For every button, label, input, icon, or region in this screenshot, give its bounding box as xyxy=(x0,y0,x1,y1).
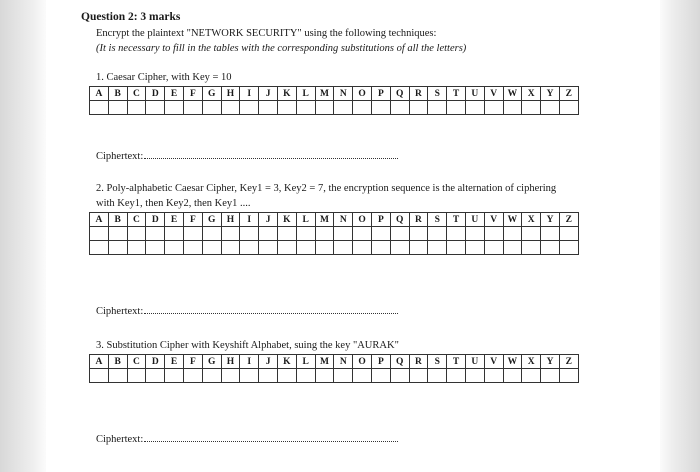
substitution-cell[interactable] xyxy=(465,227,484,241)
substitution-cell[interactable] xyxy=(165,101,184,115)
substitution-cell[interactable] xyxy=(221,101,240,115)
substitution-cell[interactable] xyxy=(541,241,560,255)
substitution-cell[interactable] xyxy=(127,227,146,241)
letter-cell: H xyxy=(221,213,240,227)
ciphertext-label: Ciphertext: xyxy=(96,434,144,445)
substitution-cell[interactable] xyxy=(428,241,447,255)
letter-cell: V xyxy=(484,87,503,101)
substitution-cell[interactable] xyxy=(146,241,165,255)
substitution-cell[interactable] xyxy=(390,241,409,255)
letter-cell: O xyxy=(353,87,372,101)
letter-cell: R xyxy=(409,213,428,227)
substitution-cell[interactable] xyxy=(240,369,259,383)
answer-row[interactable] xyxy=(90,101,579,115)
substitution-cell[interactable] xyxy=(277,369,296,383)
substitution-cell[interactable] xyxy=(503,227,522,241)
ciphertext-blank[interactable] xyxy=(144,157,398,159)
letter-cell: Z xyxy=(559,213,578,227)
substitution-cell[interactable] xyxy=(334,227,353,241)
letter-cell: B xyxy=(108,355,127,369)
letter-cell: E xyxy=(165,87,184,101)
substitution-cell[interactable] xyxy=(277,227,296,241)
substitution-cell[interactable] xyxy=(202,101,221,115)
substitution-cell[interactable] xyxy=(409,369,428,383)
substitution-cell[interactable] xyxy=(503,101,522,115)
letter-cell: U xyxy=(465,355,484,369)
substitution-cell[interactable] xyxy=(183,241,202,255)
substitution-cell[interactable] xyxy=(108,241,127,255)
letter-cell: Y xyxy=(541,213,560,227)
letter-cell: O xyxy=(353,213,372,227)
substitution-cell[interactable] xyxy=(90,101,109,115)
letter-cell: U xyxy=(465,87,484,101)
ciphertext-blank[interactable] xyxy=(144,312,398,314)
letter-cell: E xyxy=(165,213,184,227)
substitution-cell[interactable] xyxy=(221,227,240,241)
substitution-cell[interactable] xyxy=(484,369,503,383)
letter-cell: P xyxy=(371,213,390,227)
answer-row[interactable] xyxy=(90,227,579,241)
substitution-cell[interactable] xyxy=(409,101,428,115)
letter-cell: D xyxy=(146,355,165,369)
substitution-cell[interactable] xyxy=(428,227,447,241)
substitution-cell[interactable] xyxy=(334,101,353,115)
letter-cell: T xyxy=(447,355,466,369)
document-page xyxy=(46,0,660,472)
substitution-cell[interactable] xyxy=(277,241,296,255)
letter-cell: W xyxy=(503,87,522,101)
letter-cell: T xyxy=(447,213,466,227)
section-2-heading-line1: 2. Poly-alphabetic Caesar Cipher, Key1 = 3, Key2 = 7, the encryption sequence is the alternation of ciphering xyxy=(96,183,557,194)
letter-cell: W xyxy=(503,213,522,227)
letter-cell: Q xyxy=(390,355,409,369)
question-instruction: Encrypt the plaintext "NETWORK SECURITY" using the following techniques: xyxy=(96,28,437,39)
substitution-cell[interactable] xyxy=(371,369,390,383)
letter-cell: M xyxy=(315,355,334,369)
substitution-cell[interactable] xyxy=(315,227,334,241)
letter-cell: X xyxy=(522,213,541,227)
letter-cell: D xyxy=(146,87,165,101)
substitution-cell[interactable] xyxy=(334,369,353,383)
letter-cell: P xyxy=(371,87,390,101)
letter-cell: Z xyxy=(559,355,578,369)
section-2-heading-line2: with Key1, then Key2, then Key1 .... xyxy=(96,198,251,209)
substitution-cell[interactable] xyxy=(353,241,372,255)
substitution-cell[interactable] xyxy=(522,241,541,255)
letter-cell: K xyxy=(277,87,296,101)
substitution-cell[interactable] xyxy=(522,227,541,241)
letter-cell: I xyxy=(240,213,259,227)
letter-cell: H xyxy=(221,355,240,369)
substitution-cell[interactable] xyxy=(315,101,334,115)
substitution-cell[interactable] xyxy=(409,241,428,255)
letter-cell: L xyxy=(296,355,315,369)
substitution-cell[interactable] xyxy=(240,101,259,115)
substitution-cell[interactable] xyxy=(447,241,466,255)
substitution-cell[interactable] xyxy=(146,101,165,115)
letter-cell: A xyxy=(90,87,109,101)
poly-alphabetic-table xyxy=(89,212,579,255)
substitution-cell[interactable] xyxy=(559,369,578,383)
letter-cell: S xyxy=(428,213,447,227)
substitution-cell[interactable] xyxy=(259,227,278,241)
substitution-cell[interactable] xyxy=(503,241,522,255)
substitution-table xyxy=(89,354,579,383)
substitution-cell[interactable] xyxy=(541,369,560,383)
substitution-cell[interactable] xyxy=(503,369,522,383)
letter-cell: F xyxy=(183,213,202,227)
letter-cell: L xyxy=(296,87,315,101)
letter-cell: B xyxy=(108,87,127,101)
letter-cell: A xyxy=(90,213,109,227)
substitution-cell[interactable] xyxy=(541,227,560,241)
substitution-cell[interactable] xyxy=(371,227,390,241)
letter-cell: N xyxy=(334,355,353,369)
ciphertext-blank[interactable] xyxy=(144,440,398,442)
substitution-cell[interactable] xyxy=(559,101,578,115)
letter-cell: B xyxy=(108,213,127,227)
letter-cell: F xyxy=(183,87,202,101)
substitution-cell[interactable] xyxy=(146,369,165,383)
substitution-cell[interactable] xyxy=(465,369,484,383)
substitution-cell[interactable] xyxy=(484,227,503,241)
substitution-cell[interactable] xyxy=(390,369,409,383)
substitution-cell[interactable] xyxy=(240,227,259,241)
right-page-shadow xyxy=(660,0,700,472)
substitution-cell[interactable] xyxy=(108,369,127,383)
letter-cell: G xyxy=(202,355,221,369)
substitution-cell[interactable] xyxy=(221,241,240,255)
letter-cell: P xyxy=(371,355,390,369)
letter-cell: J xyxy=(259,87,278,101)
letter-cell: C xyxy=(127,213,146,227)
substitution-cell[interactable] xyxy=(259,101,278,115)
substitution-cell[interactable] xyxy=(541,101,560,115)
substitution-cell[interactable] xyxy=(559,241,578,255)
letter-cell: E xyxy=(165,355,184,369)
substitution-cell[interactable] xyxy=(447,101,466,115)
substitution-cell[interactable] xyxy=(90,227,109,241)
letter-cell: O xyxy=(353,355,372,369)
substitution-cell[interactable] xyxy=(127,369,146,383)
substitution-cell[interactable] xyxy=(522,101,541,115)
substitution-cell[interactable] xyxy=(259,369,278,383)
substitution-cell[interactable] xyxy=(296,241,315,255)
substitution-cell[interactable] xyxy=(165,227,184,241)
letter-cell: N xyxy=(334,87,353,101)
letter-cell: V xyxy=(484,355,503,369)
question-title: Question 2: 3 marks xyxy=(81,11,181,23)
left-page-shadow xyxy=(0,0,46,472)
substitution-cell[interactable] xyxy=(428,369,447,383)
letter-cell: Z xyxy=(559,87,578,101)
letter-cell: K xyxy=(277,355,296,369)
letter-cell: F xyxy=(183,355,202,369)
letter-cell: Y xyxy=(541,355,560,369)
substitution-cell[interactable] xyxy=(202,241,221,255)
substitution-cell[interactable] xyxy=(202,227,221,241)
ciphertext-label: Ciphertext: xyxy=(96,306,144,317)
substitution-cell[interactable] xyxy=(183,369,202,383)
substitution-cell[interactable] xyxy=(371,101,390,115)
substitution-cell[interactable] xyxy=(447,227,466,241)
letter-cell: I xyxy=(240,355,259,369)
letter-cell: M xyxy=(315,87,334,101)
section-2-ciphertext xyxy=(96,306,398,317)
substitution-cell[interactable] xyxy=(165,241,184,255)
substitution-cell[interactable] xyxy=(90,241,109,255)
substitution-cell[interactable] xyxy=(428,101,447,115)
substitution-cell[interactable] xyxy=(183,227,202,241)
substitution-cell[interactable] xyxy=(127,241,146,255)
ciphertext-label: Ciphertext: xyxy=(96,151,144,162)
substitution-cell[interactable] xyxy=(522,369,541,383)
substitution-cell[interactable] xyxy=(259,241,278,255)
substitution-cell[interactable] xyxy=(296,369,315,383)
letter-cell: C xyxy=(127,87,146,101)
letter-cell: X xyxy=(522,355,541,369)
substitution-cell[interactable] xyxy=(315,241,334,255)
substitution-cell[interactable] xyxy=(183,101,202,115)
letter-cell: G xyxy=(202,87,221,101)
letter-cell: L xyxy=(296,213,315,227)
letter-cell: K xyxy=(277,213,296,227)
substitution-cell[interactable] xyxy=(127,101,146,115)
letter-cell: G xyxy=(202,213,221,227)
alphabet-row xyxy=(90,213,579,227)
answer-row[interactable] xyxy=(90,369,579,383)
substitution-cell[interactable] xyxy=(277,101,296,115)
substitution-cell[interactable] xyxy=(296,101,315,115)
letter-cell: J xyxy=(259,213,278,227)
substitution-cell[interactable] xyxy=(221,369,240,383)
letter-cell: N xyxy=(334,213,353,227)
section-3-heading: 3. Substitution Cipher with Keyshift Alphabet, suing the key "AURAK" xyxy=(96,340,399,351)
letter-cell: R xyxy=(409,87,428,101)
letter-cell: S xyxy=(428,355,447,369)
substitution-cell[interactable] xyxy=(315,369,334,383)
substitution-cell[interactable] xyxy=(484,241,503,255)
substitution-cell[interactable] xyxy=(559,227,578,241)
letter-cell: V xyxy=(484,213,503,227)
substitution-cell[interactable] xyxy=(390,227,409,241)
substitution-cell[interactable] xyxy=(108,101,127,115)
letter-cell: Q xyxy=(390,87,409,101)
answer-row[interactable] xyxy=(90,241,579,255)
substitution-cell[interactable] xyxy=(146,227,165,241)
letter-cell: X xyxy=(522,87,541,101)
letter-cell: R xyxy=(409,355,428,369)
letter-cell: M xyxy=(315,213,334,227)
substitution-cell[interactable] xyxy=(353,369,372,383)
section-1-heading: 1. Caesar Cipher, with Key = 10 xyxy=(96,72,232,83)
letter-cell: U xyxy=(465,213,484,227)
substitution-cell[interactable] xyxy=(353,101,372,115)
alphabet-row xyxy=(90,355,579,369)
letter-cell: W xyxy=(503,355,522,369)
substitution-cell[interactable] xyxy=(353,227,372,241)
substitution-cell[interactable] xyxy=(465,101,484,115)
substitution-cell[interactable] xyxy=(447,369,466,383)
substitution-cell[interactable] xyxy=(371,241,390,255)
letter-cell: Y xyxy=(541,87,560,101)
substitution-cell[interactable] xyxy=(165,369,184,383)
letter-cell: H xyxy=(221,87,240,101)
substitution-cell[interactable] xyxy=(334,241,353,255)
letter-cell: D xyxy=(146,213,165,227)
letter-cell: A xyxy=(90,355,109,369)
alphabet-row xyxy=(90,87,579,101)
substitution-cell[interactable] xyxy=(390,101,409,115)
letter-cell: I xyxy=(240,87,259,101)
substitution-cell[interactable] xyxy=(409,227,428,241)
caesar-table xyxy=(89,86,579,115)
substitution-cell[interactable] xyxy=(296,227,315,241)
letter-cell: C xyxy=(127,355,146,369)
section-1-ciphertext xyxy=(96,151,398,162)
letter-cell: S xyxy=(428,87,447,101)
substitution-cell[interactable] xyxy=(240,241,259,255)
question-note: (It is necessary to fill in the tables with the corresponding substitutions of all the letters) xyxy=(96,43,467,54)
letter-cell: Q xyxy=(390,213,409,227)
section-3-ciphertext xyxy=(96,434,398,445)
substitution-cell[interactable] xyxy=(108,227,127,241)
substitution-cell[interactable] xyxy=(90,369,109,383)
substitution-cell[interactable] xyxy=(465,241,484,255)
substitution-cell[interactable] xyxy=(484,101,503,115)
letter-cell: J xyxy=(259,355,278,369)
substitution-cell[interactable] xyxy=(202,369,221,383)
letter-cell: T xyxy=(447,87,466,101)
